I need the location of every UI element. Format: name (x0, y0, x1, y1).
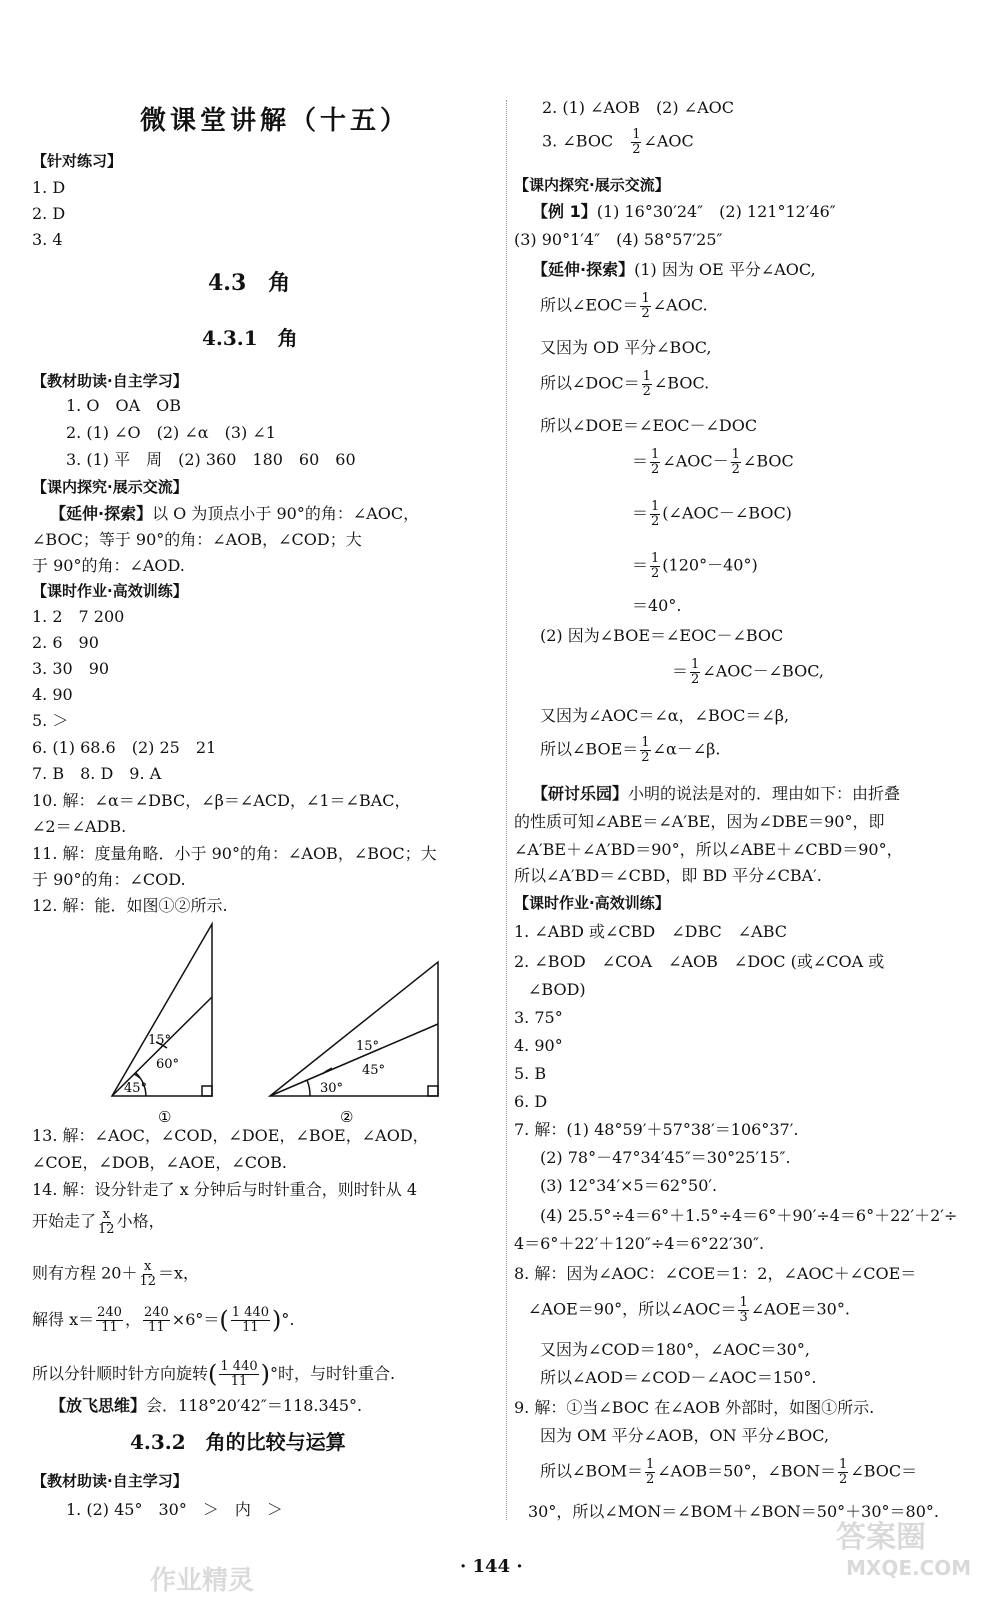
page-number: · 144 · (460, 1556, 523, 1577)
answer-line: 所以∠DOE＝∠EOC－∠DOC (540, 416, 758, 435)
answer-line: 7. B 8. D 9. A (32, 764, 162, 783)
answer-line: 1. ∠ABD 或∠CBD ∠DBC ∠ABC (514, 922, 788, 941)
numerator: 1 (731, 447, 740, 462)
answer-text: 所以∠BOM＝ (540, 1461, 643, 1481)
answer-line: 因为 OM 平分∠AOB，ON 平分∠BOC, (540, 1426, 830, 1445)
answer-line: 2. D (32, 204, 66, 223)
answer-text: 以 O 为顶点小于 90°的角：∠AOC， (152, 504, 420, 523)
numerator: 1 (641, 291, 650, 306)
answer-text: ＝x， (158, 1263, 200, 1283)
fraction (231, 1306, 270, 1334)
numerator: 1 (645, 1457, 655, 1472)
section-header: 【教材助读·自主学习】 (32, 1472, 188, 1490)
numerator: 1 440 (231, 1305, 269, 1321)
denominator: 2 (642, 383, 651, 399)
numerator: 240 (97, 1305, 122, 1321)
answer-line: ∠COE，∠DOB，∠AOE，∠COB. (32, 1153, 287, 1172)
denominator: 2 (645, 1471, 655, 1487)
answer-line: 4. 90° (514, 1036, 563, 1055)
answer-line: 1. O OA OB (66, 396, 182, 415)
numerator: 1 (632, 127, 641, 142)
tag-label: 【研讨乐园】 (532, 784, 629, 803)
answer-line (540, 292, 708, 320)
answer-line: (2) 因为∠BOE＝∠EOC－∠BOC (540, 626, 784, 645)
fraction (96, 1306, 123, 1334)
answer-line: 4. 90 (32, 685, 73, 704)
answer-line (50, 1396, 362, 1415)
answer-line (632, 448, 794, 476)
answer-line: 3. (1) 平 周 (2) 360 180 60 60 (66, 450, 356, 469)
answer-line: 12. 解：能．如图①②所示. (32, 896, 228, 915)
answer-text: ＝ (632, 451, 649, 471)
figure-1-label-60: 60° (156, 1057, 180, 1072)
section-header: 【教材助读·自主学习】 (32, 372, 188, 390)
figure-2-label-15: 15° (356, 1039, 380, 1054)
figure-2-label-45: 45° (362, 1063, 386, 1078)
answer-line (540, 370, 709, 398)
answer-line: 1. D (32, 178, 66, 197)
fraction (139, 1260, 156, 1288)
denominator: 11 (242, 1319, 259, 1335)
answer-text: ∠AOB＝50°，∠BON＝ (657, 1461, 837, 1481)
answer-line: 2. 6 90 (32, 633, 99, 652)
fraction (631, 128, 641, 156)
answer-line: 3. 75° (514, 1008, 563, 1027)
figure-2-caption: ② (340, 1108, 354, 1126)
answer-text: 所以∠EOC＝ (540, 295, 639, 315)
numerator: 1 (651, 551, 660, 566)
answer-text: ∠AOC－ (662, 451, 729, 471)
answer-text: ∠AOC. (652, 295, 708, 315)
watermark-logo: 答案圈 (836, 1520, 926, 1555)
answer-text: 3. ∠BOC (542, 131, 614, 151)
figure-1-label-45: 45° (124, 1081, 148, 1096)
numerator: 1 (691, 657, 700, 672)
denominator: 2 (641, 305, 650, 321)
figure-2-arc (322, 1068, 332, 1074)
answer-line: 解得 x＝ $\frac{240}{11}$ ， $\frac{240}{11}$ ×6°＝( $\frac{1 440}{11}$ )°. (32, 1305, 295, 1335)
numerator: 240 (143, 1305, 169, 1321)
answer-text: 开始走了 (32, 1211, 97, 1231)
section-header: 【课时作业·高效训练】 (32, 582, 188, 600)
answer-text: ∠AOE＝30°. (750, 1299, 850, 1319)
subsection-title: 4.3.1 角 (202, 326, 298, 350)
answer-line: 3. 30 90 (32, 659, 110, 678)
tag-label: 【延伸·探索】 (532, 260, 635, 279)
denominator: 11 (148, 1319, 165, 1335)
figure-1-label-15: 15° (148, 1033, 172, 1048)
answer-line: 的性质可知∠ABE＝∠A′BE，因为∠DBE＝90°，即 (514, 812, 885, 831)
answer-line: 4＝6°＋22′＋120″÷4＝6°22′30″. (514, 1234, 765, 1253)
answer-line: 于 90°的角：∠AOD. (32, 556, 185, 575)
answer-line: 9. 解：①当∠BOC 在∠AOB 外部时，如图①所示. (514, 1398, 875, 1417)
answer-line: 所以分针顺时针方向旋转( $\frac{1 440}{11}$ )°时，与时针重合. (32, 1359, 396, 1389)
answer-text: ∠AOC (643, 131, 694, 151)
answer-line (632, 500, 792, 528)
watermark-stamp: 作业精灵 (150, 1566, 255, 1596)
answer-text: (1) 16°30′24″ (2) 121°12′46″ (596, 202, 836, 221)
figure-2-arc (307, 1080, 310, 1096)
denominator: 2 (839, 1471, 848, 1487)
answer-text: 小明的说法是对的．理由如下：由折叠 (628, 784, 901, 803)
fraction (640, 736, 650, 764)
answer-text: 小格， (116, 1211, 165, 1231)
fraction (143, 1306, 170, 1334)
numerator: 1 (641, 735, 650, 750)
answer-line (540, 736, 721, 764)
numerator: 1 (651, 447, 660, 462)
answer-line: ∠A′BE＋∠A′BD＝90°，所以∠ABE＋∠CBD＝90°， (514, 840, 903, 859)
answer-text: (∠AOC－∠BOC) (662, 503, 792, 523)
fraction (98, 1208, 115, 1236)
answer-text: ×6°＝ (171, 1309, 220, 1329)
answer-line: (4) 25.5°÷4＝6°＋1.5°÷4＝6°＋90′÷4＝6°＋22′＋2′÷ (540, 1206, 958, 1225)
answer-text: ∠BOC＝ (850, 1461, 918, 1481)
section-header: 【课内探究·展示交流】 (32, 478, 188, 496)
denominator: 11 (230, 1373, 248, 1389)
answer-text: ∠AOE＝90°，所以∠AOC＝ (528, 1299, 737, 1319)
tag-label: 【例 1】 (532, 202, 597, 221)
figure-2 (270, 962, 438, 1096)
answer-line (672, 658, 824, 686)
denominator: 2 (651, 565, 660, 581)
answer-text: ＝ (672, 661, 689, 681)
denominator: 12 (98, 1221, 115, 1237)
section-header: 【课内探究·展示交流】 (514, 176, 670, 194)
fraction (650, 500, 660, 528)
tag-label: 【延伸·探索】 (50, 504, 153, 523)
denominator: 2 (651, 513, 660, 529)
answer-text: ∠AOC－∠BOC, (702, 661, 824, 681)
answer-line (532, 260, 816, 279)
answer-text: ＝ (632, 555, 649, 575)
numerator: 1 (651, 499, 660, 514)
answer-line: 6. (1) 68.6 (2) 25 21 (32, 738, 217, 757)
fraction (650, 448, 660, 476)
answer-line: 2. ∠BOD ∠COA ∠AOB ∠DOC (或∠COA 或 (514, 952, 885, 971)
answer-line: 3. 4 (32, 230, 63, 249)
figure-2-ray (270, 1024, 438, 1096)
answer-line: 又因为∠COD＝180°，∠AOC＝30°, (540, 1340, 810, 1359)
answer-line (632, 552, 758, 580)
answer-line: 1. 2 7 200 (32, 607, 125, 626)
answer-text: ∠BOC. (653, 373, 710, 393)
answer-line (50, 504, 419, 523)
fraction (690, 658, 700, 686)
denominator: 2 (731, 461, 740, 477)
answer-text: °时，与时针重合. (269, 1363, 396, 1383)
answer-line: 5. B (514, 1064, 547, 1083)
numerator: 1 440 (220, 1359, 258, 1375)
answer-text: °. (281, 1309, 295, 1329)
fraction (640, 292, 650, 320)
answer-line: 于 90°的角：∠COD. (32, 870, 186, 889)
figure-1-right-angle (202, 1086, 212, 1096)
tag-label: 【放飞思维】 (50, 1396, 147, 1415)
answer-line (540, 1458, 917, 1486)
answer-text: 所以∠DOC＝ (540, 373, 640, 393)
answer-line: 7. 解：(1) 48°59′＋57°38′＝106°37′. (514, 1120, 799, 1139)
answer-line: 2. (1) ∠O (2) ∠α (3) ∠1 (66, 423, 276, 442)
answer-text: 会．118°20′42″＝118.345°. (146, 1396, 363, 1415)
fraction (838, 1458, 848, 1486)
section-header: 【课时作业·高效训练】 (514, 894, 670, 912)
answer-line: 又因为 OD 平分∠BOC, (540, 338, 712, 357)
denominator: 2 (641, 749, 650, 765)
answer-line: 6. D (514, 1092, 548, 1111)
denominator: 2 (632, 141, 641, 157)
watermark-url: MXQE.COM (846, 1556, 972, 1580)
answer-line: 所以∠A′BD＝∠CBD，即 BD 平分∠CBA′. (514, 866, 822, 885)
figure-2-label-30: 30° (320, 1081, 344, 1096)
answer-line: (2) 78°－47°34′45″＝30°25′15″. (540, 1148, 791, 1167)
answer-line: ∠2＝∠ADB. (32, 817, 127, 836)
answer-line: 10. 解：∠α＝∠DBC，∠β＝∠ACD，∠1＝∠BAC， (32, 791, 411, 810)
figure-2-right-angle (428, 1086, 438, 1096)
answer-text: 所以分针顺时针方向旋转 (32, 1363, 209, 1383)
answer-line (528, 1296, 850, 1324)
column-divider (506, 100, 507, 1520)
fraction (219, 1360, 258, 1388)
answer-text: ∠BOC (742, 451, 794, 471)
answer-text: 则有方程 20＋ (32, 1263, 138, 1283)
subsection-title: 4.3.2 角的比较与运算 (130, 1430, 346, 1454)
answer-line: 13. 解：∠AOC，∠COD，∠DOE，∠BOE，∠AOD， (32, 1126, 429, 1145)
answer-text: (1) 因为 OE 平分∠AOC, (634, 260, 816, 279)
answer-line: 8. 解：因为∠AOC：∠COE＝1：2，∠AOC＋∠COE＝ (514, 1264, 917, 1283)
denominator: 2 (651, 461, 660, 477)
answer-line (32, 1260, 199, 1288)
denominator: 12 (139, 1273, 156, 1289)
answer-line (542, 128, 694, 156)
answer-line: (3) 12°34′×5＝62°50′. (540, 1176, 718, 1195)
numerator: x (144, 1259, 152, 1274)
figure-1-caption: ① (158, 1108, 172, 1126)
fraction (642, 370, 652, 398)
denominator: 11 (101, 1319, 118, 1335)
answer-line: 5. ＞ (32, 711, 69, 730)
section-title-main: 微课堂讲解（十五） (140, 106, 411, 136)
answer-line: ∠BOC；等于 90°的角：∠AOB，∠COD；大 (32, 530, 362, 549)
answer-line: 1. (2) 45° 30° ＞ 内 ＞ (66, 1500, 283, 1519)
numerator: 1 (642, 369, 651, 384)
answer-line (532, 202, 836, 221)
answer-text: ， (124, 1309, 141, 1329)
section-header: 【针对练习】 (32, 152, 123, 170)
fraction (731, 448, 741, 476)
answer-line: 30°，所以∠MON＝∠BOM＋∠BON＝50°＋30°＝80°. (528, 1502, 939, 1521)
denominator: 3 (739, 1309, 748, 1325)
answer-text: ∠α－∠β. (652, 739, 721, 759)
answer-line (532, 784, 900, 803)
fraction (650, 552, 660, 580)
numerator: x (102, 1207, 110, 1222)
numerator: 1 (839, 1457, 848, 1472)
fraction (645, 1458, 655, 1486)
answer-line (32, 1208, 165, 1236)
answer-line: 所以∠AOD＝∠COD－∠AOC＝150°. (540, 1368, 817, 1387)
answer-line: 2. (1) ∠AOB (2) ∠AOC (542, 98, 735, 117)
answer-text: 解得 x＝ (32, 1309, 95, 1329)
answer-text: ＝ (632, 503, 649, 523)
fraction (738, 1296, 748, 1324)
answer-line: ＝40°. (632, 596, 682, 615)
answer-text: 所以∠BOE＝ (540, 739, 639, 759)
numerator: 1 (739, 1295, 748, 1310)
answer-line: 11. 解：度量角略．小于 90°的角：∠AOB，∠BOC；大 (32, 844, 437, 863)
denominator: 2 (691, 671, 700, 687)
answer-text: (120°－40°) (662, 555, 758, 575)
figure-2-triangle (270, 962, 438, 1096)
answer-line: 又因为∠AOC＝∠α，∠BOC＝∠β, (540, 706, 790, 725)
answer-line: (3) 90°1′4″ (4) 58°57′25″ (514, 230, 723, 249)
triangle-figures (102, 920, 452, 1130)
section-title: 4.3 角 (208, 270, 291, 296)
answer-line: 14. 解：设分针走了 x 分钟后与时针重合，则时针从 4 (32, 1180, 417, 1199)
answer-line: ∠BOD) (528, 980, 586, 999)
